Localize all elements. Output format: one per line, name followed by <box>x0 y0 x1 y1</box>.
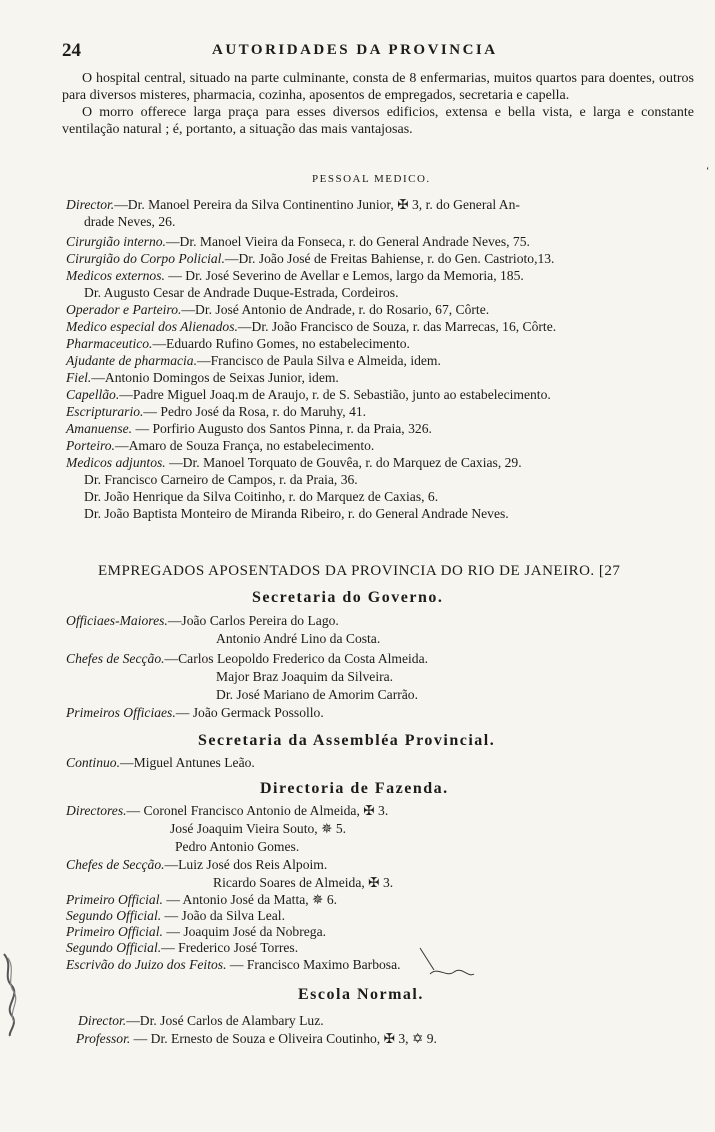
medico-line: Dr. Francisco Carneiro de Campos, r. da Praia, 36. <box>84 472 358 487</box>
medico-line: Medicos adjuntos. —Dr. Manoel Torquato de Gouvêa, r. do Marquez de Caxias, 29. <box>66 455 522 470</box>
medico-line: Dr. João Baptista Monteiro de Miranda Ribeiro, r. do General Andrade Neves. <box>84 506 509 521</box>
fazenda-line: Primeiro Official. — Joaquim José da Nobrega. <box>66 924 327 939</box>
medico-line: Escripturario.— Pedro José da Rosa, r. do Maruhy, 41. <box>66 404 367 419</box>
medico-line: Capellão.—Padre Miguel Joaq.m de Araujo, r. de S. Sebastião, junto ao estabelecimento. <box>66 387 551 402</box>
intro-paragraph-1: O hospital central, situado na parte culminante, consta de 8 enfermarias, muitos quartos para doentes, outros para diversos misteres, pharmacia, cozinha, aposentos de empregados, secretaria e capella. <box>62 71 694 103</box>
medico-line: Medico especial dos Alienados.—Dr. João Francisco de Souza, r. das Marrecas, 16, Côrte. <box>66 319 557 334</box>
medico-line: Fiel.—Antonio Domingos de Seixas Junior, idem. <box>66 370 339 385</box>
intro-paragraphs <box>62 70 694 138</box>
governo-line: Antonio André Lino da Costa. <box>216 631 381 646</box>
fazenda-line: Escrivão do Juizo dos Feitos. — Francisco Maximo Barbosa. <box>66 957 401 972</box>
aposentados-heading: EMPREGADOS APOSENTADOS DA PROVINCIA DO RIO DE JANEIRO. [27 <box>98 563 621 579</box>
governo-line: Chefes de Secção.—Carlos Leopoldo Frederico da Costa Almeida. <box>66 651 429 666</box>
secretaria-governo-title: Secretaria do Governo. <box>252 589 444 606</box>
governo-line: Major Braz Joaquim da Silveira. <box>216 669 394 684</box>
medico-line: Dr. João Henrique da Silva Coitinho, r. do Marquez de Caxias, 6. <box>84 489 439 504</box>
assemblea-line: Continuo.—Miguel Antunes Leão. <box>66 755 255 770</box>
handwritten-scribble <box>412 944 482 992</box>
medico-line: drade Neves, 26. <box>84 214 176 229</box>
medico-line: Amanuense. — Porfirio Augusto dos Santos Pinna, r. da Praia, 326. <box>66 421 432 436</box>
running-header <box>62 40 692 62</box>
intro-paragraph-2: O morro offerece larga praça para esses diversos edificios, extensa e bella vista, e larga e constante ventilação natural ; é, portanto, a situação das mais vantajosas. <box>62 105 694 137</box>
fazenda-line: Pedro Antonio Gomes. <box>175 839 300 854</box>
governo-line: Officiaes-Maiores.—João Carlos Pereira do Lago. <box>66 613 339 628</box>
medico-line: Director.—Dr. Manoel Pereira da Silva Continentino Junior, ✠ 3, r. do General An- <box>66 197 520 212</box>
medico-line: Cirurgião interno.—Dr. Manoel Vieira da Fonseca, r. do General Andrade Neves, 75. <box>66 234 530 249</box>
margin-mark: ‘ <box>706 166 710 177</box>
medico-line: Medicos externos. — Dr. José Severino de Avellar e Lemos, largo da Memoria, 185. <box>66 268 524 283</box>
medico-line: Cirurgião do Corpo Policial.—Dr. João José de Freitas Bahiense, r. do Gen. Castrioto,13. <box>66 251 555 266</box>
fazenda-line: Segundo Official.— Frederico José Torres. <box>66 940 299 955</box>
governo-line: Primeiros Officiaes.— João Germack Possollo. <box>66 705 324 720</box>
medico-line: Dr. Augusto Cesar de Andrade Duque-Estrada, Cordeiros. <box>84 285 399 300</box>
page-title: AUTORIDADES DA PROVINCIA <box>212 42 498 58</box>
medico-line: Pharmaceutico.—Eduardo Rufino Gomes, no estabelecimento. <box>66 336 410 351</box>
fazenda-line: Chefes de Secção.—Luiz José dos Reis Alpoim. <box>66 857 328 872</box>
fazenda-line: Ricardo Soares de Almeida, ✠ 3. <box>213 875 394 890</box>
pessoal-medico-heading: PESSOAL MEDICO. <box>312 173 431 185</box>
fazenda-line: José Joaquim Vieira Souto, ✵ 5. <box>170 821 347 836</box>
fazenda-line: Segundo Official. — João da Silva Leal. <box>66 908 285 923</box>
medico-line: Porteiro.—Amaro de Souza França, no estabelecimento. <box>66 438 375 453</box>
secretaria-assemblea-title: Secretaria da Assembléa Provincial. <box>198 732 496 749</box>
fazenda-line: Directores.— Coronel Francisco Antonio de Almeida, ✠ 3. <box>66 803 389 818</box>
medico-line: Ajudante de pharmacia.—Francisco de Paula Silva e Almeida, idem. <box>66 353 441 368</box>
escola-line: Professor. — Dr. Ernesto de Souza e Oliveira Coutinho, ✠ 3, ✡ 9. <box>76 1031 437 1046</box>
governo-line: Dr. José Mariano de Amorim Carrão. <box>216 687 418 702</box>
escola-normal-title: Escola Normal. <box>298 986 424 1003</box>
fazenda-line: Primeiro Official. — Antonio José da Matta, ✵ 6. <box>66 892 338 907</box>
medico-line: Operador e Parteiro.—Dr. José Antonio de Andrade, r. do Rosario, 67, Côrte. <box>66 302 490 317</box>
escola-line: Director.—Dr. José Carlos de Alambary Luz. <box>78 1013 324 1028</box>
page-number: 24 <box>62 40 81 61</box>
directoria-fazenda-title: Directoria de Fazenda. <box>260 780 449 797</box>
binding-edge-decoration <box>0 952 24 1038</box>
